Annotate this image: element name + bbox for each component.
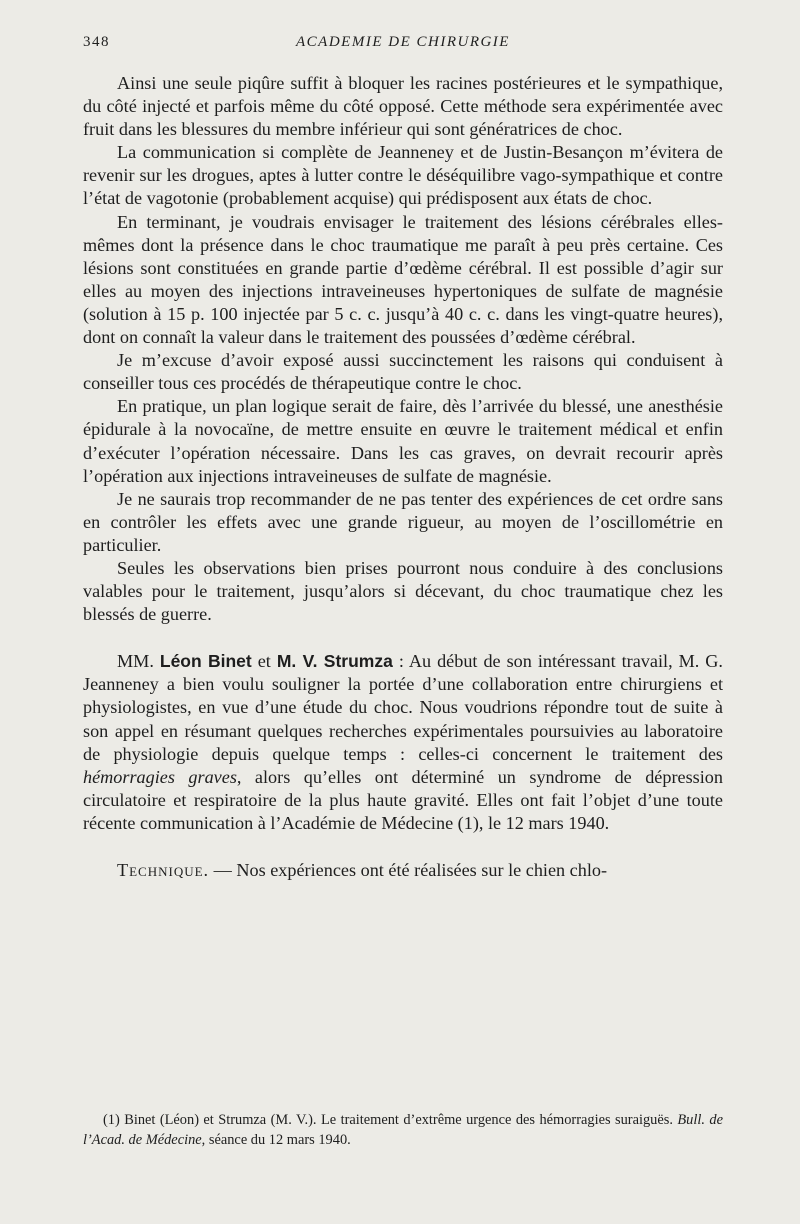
paragraph: Ainsi une seule piqûre suffit à bloquer les racines postérieures et le sympathique, du côté injecté et parfois même du côté opposé. Cette méthode sera expérimentée avec fruit dans les blessures du membre inférieur qui sont génératrices de choc. (83, 73, 723, 140)
body-text (83, 72, 723, 882)
authors-lead: MM. (117, 651, 160, 672)
paragraph: Seules les observations bien prises pourront nous conduire à des conclusions valables pour le traitement, jusqu’alors si décevant, du choc traumatique chez les blessés de guerre. (83, 557, 723, 625)
authors-colon: : (392, 651, 409, 672)
footnote-text-part: (1) Binet (Léon) et Strumza (M. V.). Le traitement d’extrême urgence des hémorragies suraiguës. (103, 1112, 678, 1128)
journal-title: Bull. de l’Acad. de Médecine (83, 1112, 723, 1148)
page-number: 348 (83, 34, 110, 50)
paragraph: La communication si complète de Jeanneney et de Justin-Besançon m’évitera de revenir sur les drogues, aptes à lutter contre le déséquilibre vago-sympathique et contre l’état de vagotonie (probablement acquise) qui prédisposent aux états de choc. (83, 142, 723, 209)
running-head: ACADEMIE DE CHIRURGIE (296, 34, 510, 50)
page-header (83, 34, 723, 58)
footnote (83, 1110, 723, 1150)
authors-conjunction: et (251, 651, 277, 672)
author-name: M. V. Strumza (276, 651, 393, 672)
communication-paragraph (83, 650, 723, 835)
communication-text: Au début de son intéressant travail, M. G. Jeanneney a bien voulu souligner la portée d’une collaboration entre chirurgiens et physiologistes, en vue d’une étude du choc. Nous voudrions répondre tout de suite à son appel en résumant quelques recherches expérimentales poursuivies au laboratoire de physiologie depuis quelque temps : celles-ci concernent le traitement des (83, 651, 723, 764)
author-name: Léon Binet (159, 651, 252, 672)
footnote-text (83, 1110, 723, 1150)
italic-term: hémorragies graves (83, 766, 237, 787)
communication-text: , alors qu’elles ont déterminé un syndrome de dépression circulatoire et respiratoire de la plus haute gravité. Elles ont fait l’objet d’une toute récente communication à l’Académie de Médecine (1), le 12 mars 1940. (83, 766, 723, 833)
technique-paragraph (83, 859, 723, 882)
paragraph: Je ne saurais trop recommander de ne pas tenter des expériences de cet ordre sans en contrôler les effets avec une grande rigueur, au moyen de l’oscillométrie en particulier. (83, 488, 723, 555)
paragraph: En terminant, je voudrais envisager le traitement des lésions cérébrales elles-mêmes dont la présence dans le choc traumatique me paraît à peu près certaine. Ces lésions sont constituées en grande partie d’œdème cérébral. Il est possible d’agir sur elles au moyen des injections intraveineuses hypertoniques de sulfate de magnésie (solution à 15 p. 100 injectée par 5 c. c. jusqu’à 40 c. c. dans les vingt-quatre heures), dont on connaît la valeur dans le traitement des poussées d’œdème cérébral. (83, 211, 723, 348)
paragraph: Je m’excuse d’avoir exposé aussi succinctement les raisons qui conduisent à conseiller tous ces procédés de thérapeutique contre le choc. (83, 350, 723, 394)
section-label: Technique. (117, 860, 210, 880)
technique-text: — Nos expériences ont été réalisées sur le chien chlo- (209, 860, 608, 880)
footnote-text-part: , séance du 12 mars 1940. (201, 1132, 351, 1148)
paragraph: En pratique, un plan logique serait de faire, dès l’arrivée du blessé, une anesthésie épidurale à la novocaïne, de mettre ensuite en œuvre le traitement médical et enfin d’exécuter l’opération nécessaire. Dans les cas graves, on devrait recourir après l’opération aux injections intraveineuses de sulfate de magnésie. (83, 396, 723, 486)
